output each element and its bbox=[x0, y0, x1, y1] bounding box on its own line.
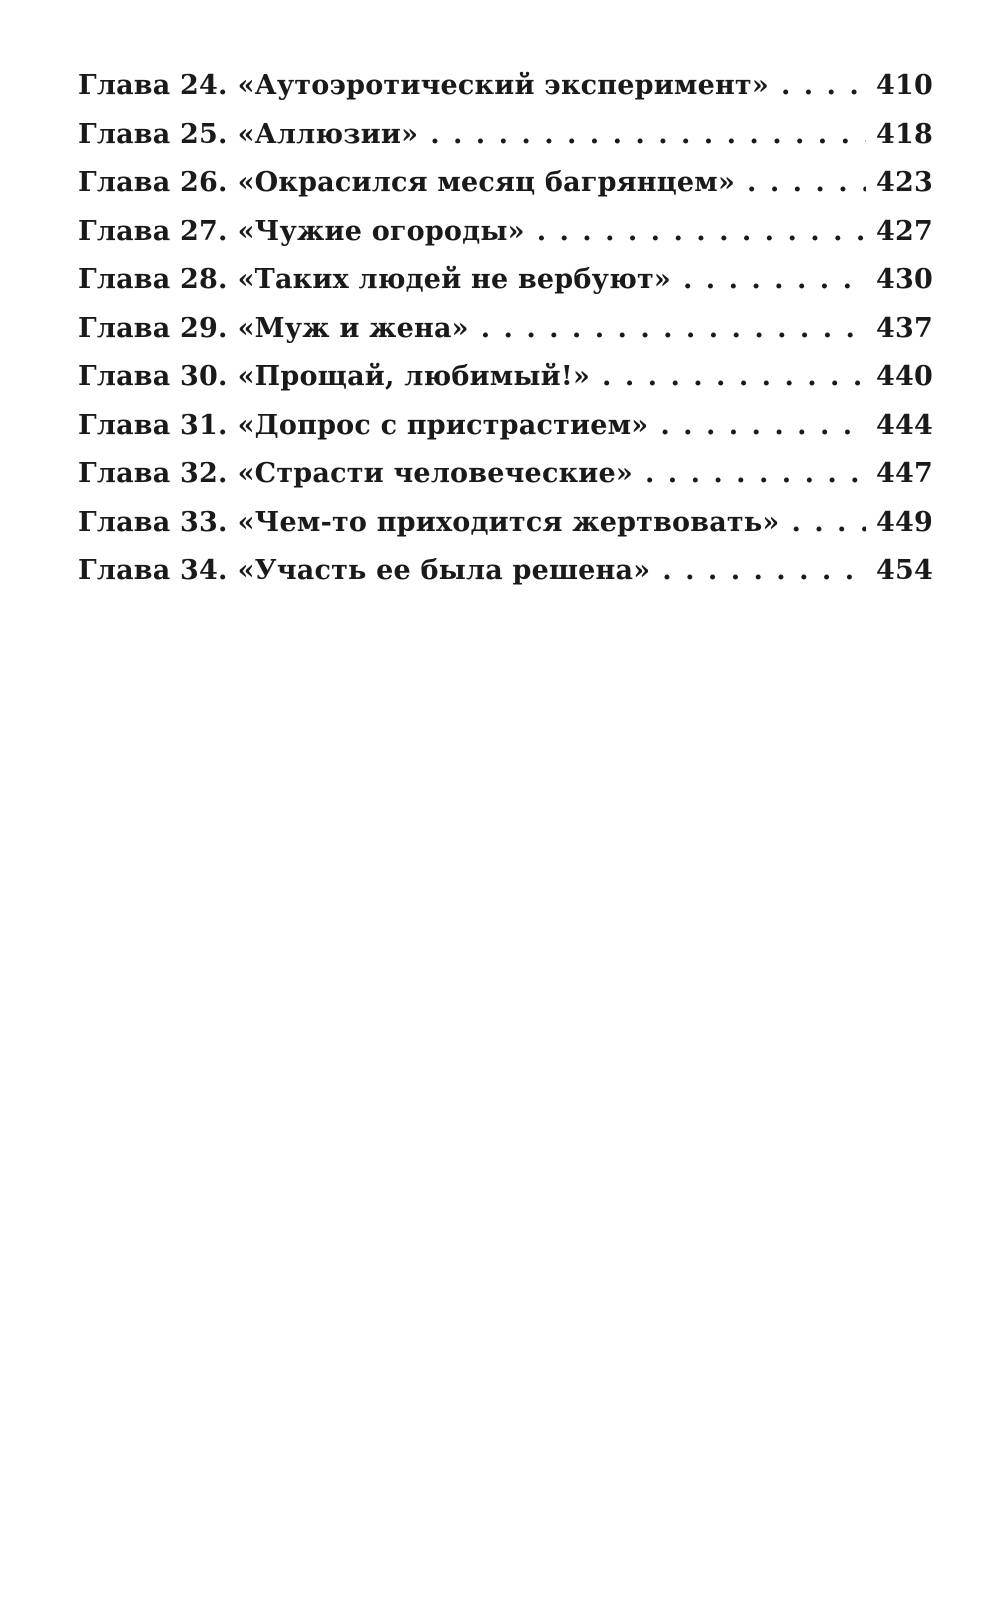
dot-leader bbox=[747, 167, 866, 198]
chapter-number: Глава 30. bbox=[78, 361, 228, 392]
chapter-title: «Участь ее была решена» bbox=[237, 555, 651, 586]
toc-entry bbox=[78, 410, 933, 459]
dot-leader bbox=[602, 361, 866, 392]
toc-entry bbox=[78, 167, 933, 216]
toc-entry bbox=[78, 313, 933, 362]
toc-entry bbox=[78, 458, 933, 507]
page-number: 423 bbox=[876, 167, 933, 198]
toc-entry bbox=[78, 555, 933, 604]
page-number: 430 bbox=[876, 264, 933, 295]
chapter-title: «Допрос с пристрастием» bbox=[237, 409, 649, 441]
page-number: 444 bbox=[876, 409, 933, 441]
chapter-number: Глава 27. bbox=[78, 215, 228, 247]
dot-leader bbox=[683, 264, 866, 295]
chapter-title: «Страсти человеческие» bbox=[237, 458, 633, 489]
chapter-title: «Муж и жена» bbox=[237, 312, 469, 344]
page-number: 410 bbox=[876, 70, 933, 101]
toc-entry bbox=[78, 264, 933, 313]
toc-entry bbox=[78, 216, 933, 265]
chapter-number: Глава 34. bbox=[78, 555, 228, 586]
page-number: 454 bbox=[876, 555, 933, 586]
page-number: 440 bbox=[876, 361, 933, 392]
chapter-number: Глава 26. bbox=[78, 167, 228, 198]
page-number: 437 bbox=[876, 312, 933, 344]
toc-entry bbox=[78, 70, 933, 119]
page-number: 447 bbox=[876, 458, 933, 489]
dot-leader bbox=[660, 410, 866, 441]
page-number: 449 bbox=[876, 506, 933, 538]
dot-leader bbox=[781, 70, 866, 101]
chapter-number: Глава 24. bbox=[78, 70, 228, 101]
toc-entry bbox=[78, 119, 933, 168]
toc-entry bbox=[78, 361, 933, 410]
chapter-title: «Прощай, любимый!» bbox=[237, 361, 591, 392]
chapter-number: Глава 31. bbox=[78, 409, 228, 441]
chapter-title: «Аутоэротический эксперимент» bbox=[237, 70, 769, 101]
dot-leader bbox=[791, 507, 866, 538]
chapter-title: «Чем-то приходится жертвовать» bbox=[237, 506, 780, 538]
dot-leader bbox=[430, 119, 866, 150]
chapter-number: Глава 25. bbox=[78, 118, 228, 150]
dot-leader bbox=[645, 458, 866, 489]
page-number: 427 bbox=[876, 215, 933, 247]
chapter-number: Глава 29. bbox=[78, 312, 228, 344]
chapter-title: «Окрасился месяц багрянцем» bbox=[237, 167, 736, 198]
dot-leader bbox=[662, 555, 866, 586]
chapter-title: «Аллюзии» bbox=[237, 118, 419, 150]
dot-leader bbox=[481, 313, 866, 344]
chapter-number: Глава 32. bbox=[78, 458, 228, 489]
chapter-title: «Таких людей не вербуют» bbox=[237, 264, 671, 295]
chapter-number: Глава 33. bbox=[78, 506, 228, 538]
chapter-title: «Чужие огороды» bbox=[237, 215, 525, 247]
dot-leader bbox=[537, 216, 866, 247]
table-of-contents bbox=[78, 70, 933, 604]
toc-entry bbox=[78, 507, 933, 556]
chapter-number: Глава 28. bbox=[78, 264, 228, 295]
page-number: 418 bbox=[876, 118, 933, 150]
